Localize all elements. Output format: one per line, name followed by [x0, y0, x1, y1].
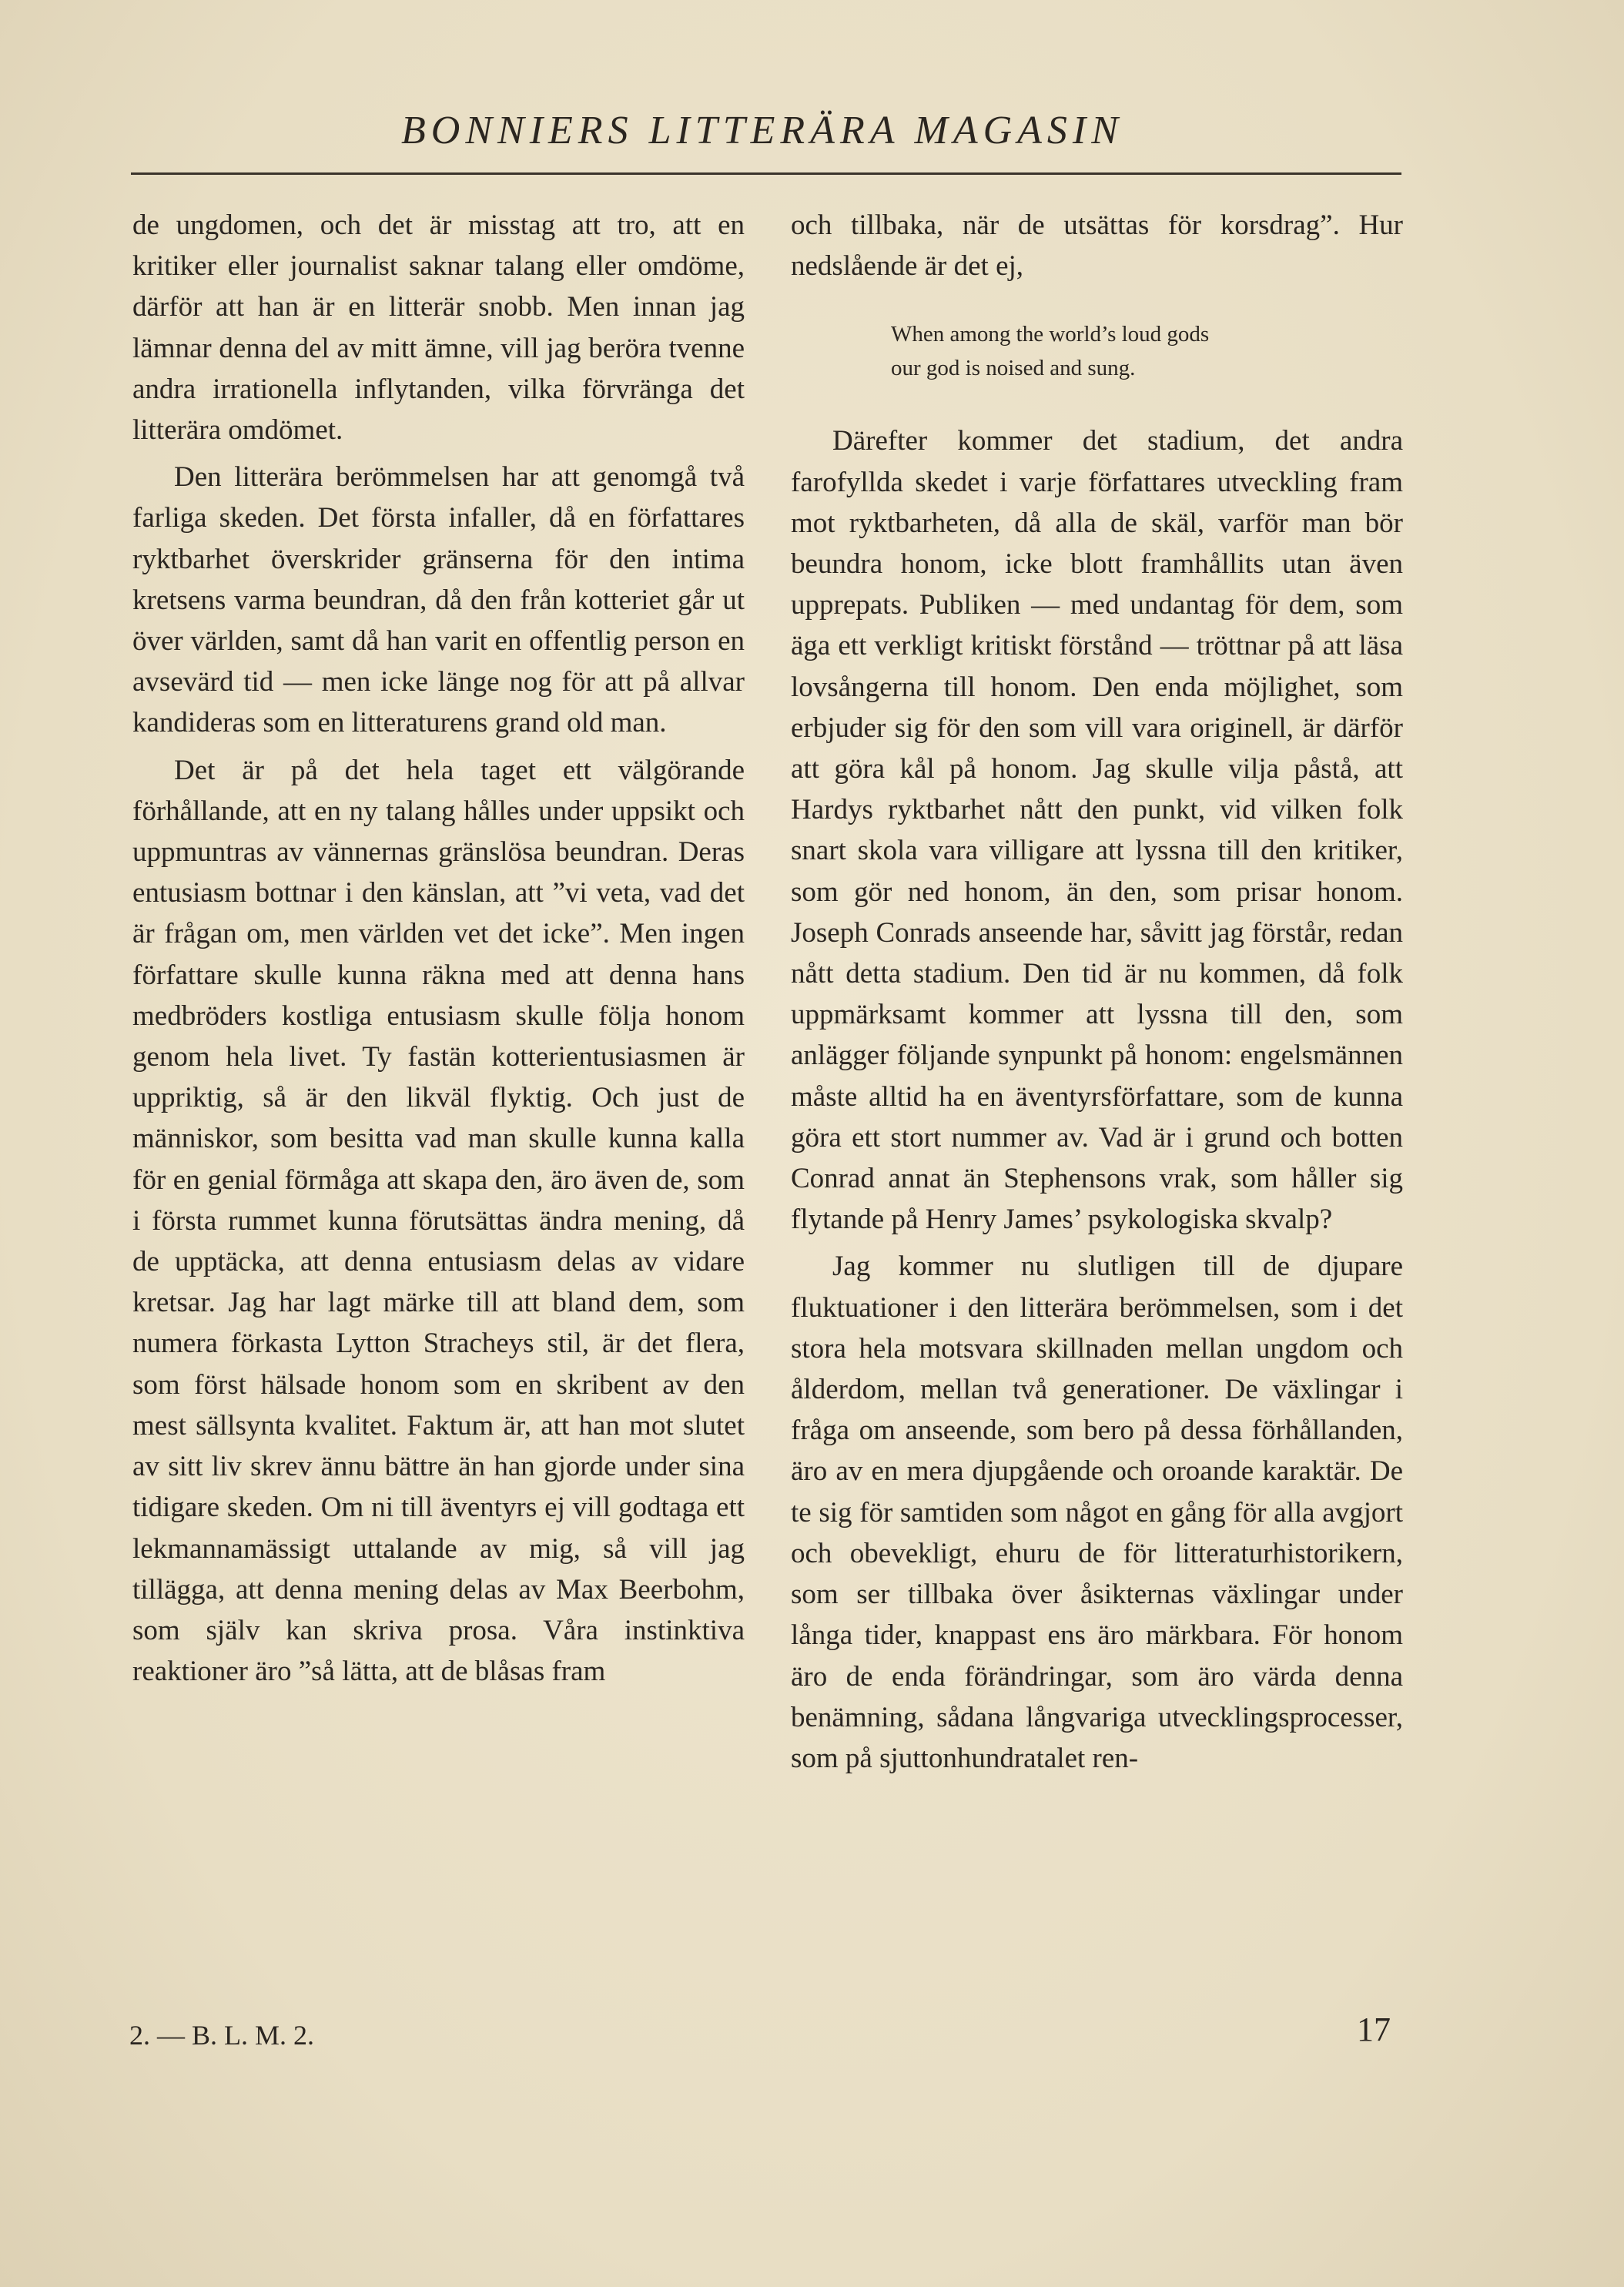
running-header: BONNIERS LITTERÄRA MAGASIN [401, 109, 1123, 152]
right-paragraph-1: Därefter kommer det stadium, det andra farofyllda skedet i varje författares utveckling fram mot ryktbarheten, då alla de skäl, varför man bör beundra honom, icke blott framhållits utan även upprepats. Publiken — med undantag för dem, som äga ett verkligt kritiskt förstånd — tröttnar på att läsa lovsångerna till honom. Den enda möjlighet, som erbjuder sig för den som vill vara originell, är därför att göra kål på honom. Jag skulle vilja påstå, att Hardys ryktbarhet nått den punkt, vid vilken folk snart skola vara villigare att lyssna till den kritiker, som gör ned honom, än den, som prisar honom. Joseph Conrads anseende har, såvitt jag förstår, redan nått detta stadium. Den tid är nu kommen, då folk uppmärksamt kommer att lyssna till den, som anlägger följande synpunkt på honom: engelsmännen måste alltid ha en äventyrsförfattare, som de kunna göra ett stort nummer av. Vad är i grund och botten Conrad annat än Stephensons vrak, som håller sig flytande på Henry James’ psykologiska skvalp? [791, 425, 1403, 1236]
signature-mark: 2. — B. L. M. 2. [129, 2020, 315, 2051]
verse-line-2: our god is noised and sung. [891, 356, 1136, 381]
left-paragraph-1: de ungdomen, och det är misstag att tro, att en kritiker eller journalist saknar talang eller omdöme, därför att han är en litterär snobb. Men innan jag lämnar denna del av mitt ämne, vill jag beröra tvenne andra irrationella inflytanden, vilka förvränga det litterära omdömet. [132, 209, 745, 447]
right-intro: och tillbaka, när de utsättas för korsdrag”. Hur nedslående är det ej, [791, 209, 1403, 283]
right-paragraph-2: Jag kommer nu slutligen till de djupare fluktuationer i den litterära berömmelsen, som i det stora hela motsvara skillnaden mellan ungdom och ålderdom, mellan två generationer. De växlingar i fråga om anseende, som bero på dessa förhållanden, äro av en mera djupgående och oroande karaktär. De te sig för samtiden som något en gång för alla avgjort och obevekligt, ehuru de för litteraturhistorikern, som ser tillbaka över åsikternas växlingar under långa tider, knappast ens äro märkbara. För honom äro de enda förändringar, som äro värda denna benämning, sådana långvariga utvecklingsprocesser, som på sjuttonhundratalet ren- [791, 1251, 1403, 1774]
left-paragraph-2: Den litterära berömmelsen har att genomgå två farliga skeden. Det första infaller, då en författares ryktbarhet överskrider gränserna för den intima kretsens varma beundran, då den från kotteriet går ut över världen, samt då han varit en offentlig person en avsevärd tid — men icke länge nog för att på allvar kandideras som en litteraturens grand old man. [132, 461, 745, 739]
left-paragraph-3: Det är på det hela taget ett välgörande förhållande, att en ny talang hålles under uppsikt och uppmuntras av vännernas gränslösa beundran. Deras entusiasm bottnar i den känslan, att ”vi veta, vad det är frågan om, men världen vet det icke”. Men ingen författare skulle kunna räkna med att denna hans medbröders kostliga entusiasm skulle följa honom genom hela livet. Ty fastän kotterientusiasmen är uppriktig, så är den likväl flyktig. Och just de människor, som besitta vad man skulle kunna kalla för en genial förmåga att skapa den, äro även de, som i första rummet kunna förutsättas ändra mening, då de upptäcka, att denna entusiasm delas av vidare kretsar. Jag har lagt märke till att bland dem, som numera förkasta Lytton Stracheys stil, är det flera, som först hälsade honom som en skribent av den mest sällsynta kvalitet. Faktum är, att han mot slutet av sitt liv skrev ännu bättre än han gjorde under sina tidigare skeden. Om ni till äventyrs ej vill godtaga ett lekmannamässigt uttalande av mig, så vill jag tillägga, att denna mening delas av Max Beerbohm, som själv kan skriva prosa. Våra instinktiva reaktioner äro ”så lätta, att de blåsas fram [132, 754, 745, 1688]
verse-quote [891, 317, 1403, 385]
page-number: 17 [1357, 2011, 1391, 2048]
right-column [791, 205, 1403, 1779]
left-column [132, 205, 745, 1692]
verse-line-1: When among the world’s loud gods [891, 322, 1210, 347]
header-rule [131, 172, 1401, 175]
